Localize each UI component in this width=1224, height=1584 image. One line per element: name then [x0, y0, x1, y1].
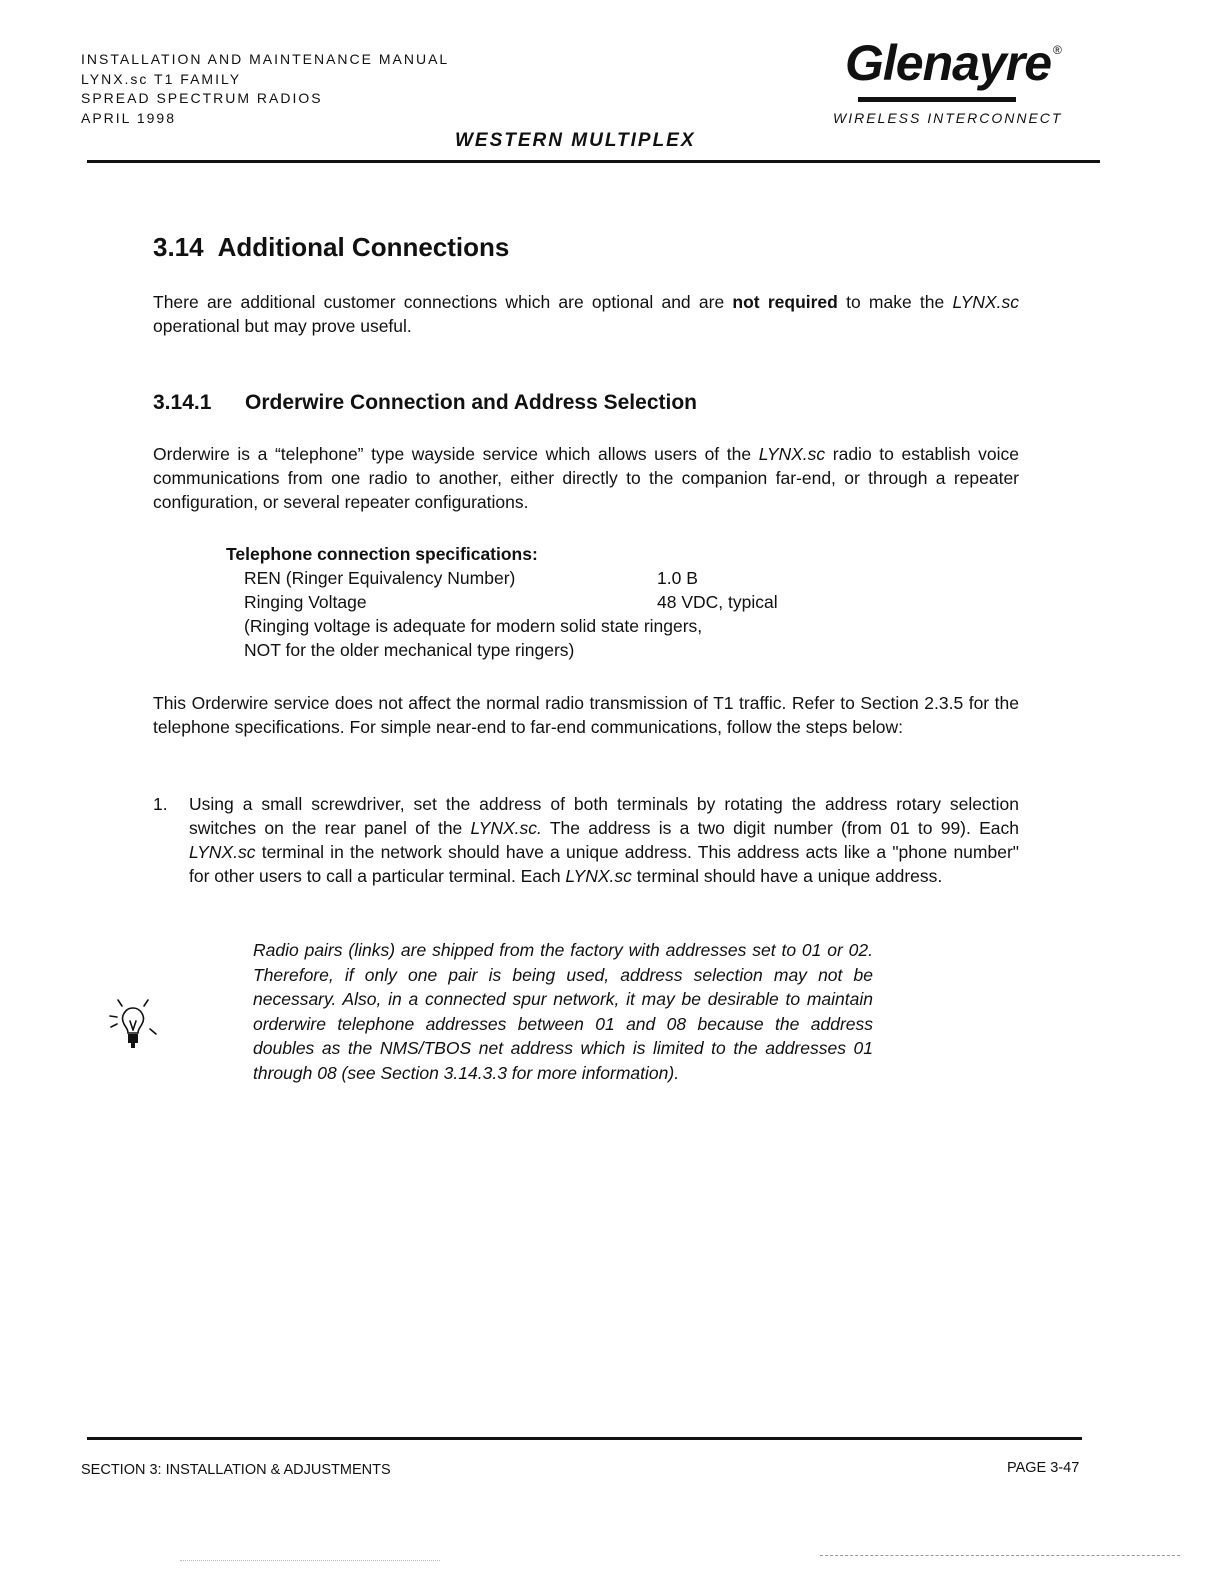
orderwire-text: Orderwire is a “telephone” type wayside service which allows users of the	[153, 444, 759, 464]
document-header-info	[81, 50, 449, 128]
spec-row-ringing-voltage	[226, 590, 778, 614]
logo-underline	[858, 97, 1016, 102]
subsection-title: Orderwire Connection and Address Selection	[245, 391, 697, 414]
section-number: 3.14	[153, 232, 204, 262]
section-heading	[153, 232, 509, 263]
spec-label: REN (Ringer Equivalency Number)	[244, 568, 516, 588]
intro-emphasis: not required	[732, 292, 838, 312]
footer-divider	[87, 1437, 1082, 1440]
step-text-2: The address is a two digit number (from 01 to 99). Each	[541, 818, 1020, 838]
section-title: Additional Connections	[217, 232, 510, 262]
lightbulb-icon	[108, 996, 158, 1052]
orderwire-text-2: radio to establish voice communications from one radio to another, either directly to the companion far-end, or through a repeater configuration, or several repeater configurations.	[153, 444, 1019, 512]
intro-text: There are additional customer connections which are optional and are	[153, 292, 733, 312]
header-divider	[87, 160, 1100, 163]
product-name: LYNX.sc	[952, 292, 1019, 312]
page-number: PAGE 3-47	[1007, 1460, 1080, 1476]
orderwire-description	[153, 442, 1019, 514]
logo-text: Glenayre	[845, 35, 1052, 91]
spec-note-line: (Ringing voltage is adequate for modern solid state ringers,	[244, 616, 703, 636]
publication-date: APRIL 1998	[81, 109, 176, 126]
manual-title: INSTALLATION AND MAINTENANCE MANUAL	[81, 51, 450, 67]
specifications-title: Telephone connection specifications:	[226, 544, 538, 564]
intro-text-2: to make the	[837, 292, 953, 312]
product-name: LYNX.sc	[189, 842, 256, 862]
orderwire-service-paragraph: This Orderwire service does not affect the normal radio transmission of T1 traffic. Refer to Section 2.3.5 for the telephone specifications. For simple near-end to far-end communications, follow the steps below:	[153, 693, 1019, 737]
subsection-number: 3.14.1	[153, 391, 212, 414]
product-name: LYNX.sc.	[470, 818, 542, 838]
subsection-heading	[153, 391, 697, 415]
spec-row-ren	[226, 566, 702, 590]
company-name: WESTERN MULTIPLEX	[455, 130, 696, 151]
logo-tagline: WIRELESS INTERCONNECT	[833, 110, 1063, 126]
spec-label: Ringing Voltage	[244, 592, 367, 612]
product-name: LYNX.sc	[565, 866, 632, 886]
intro-text-3: operational but may prove useful.	[153, 316, 412, 336]
spec-note-line: NOT for the older mechanical type ringers)	[244, 640, 575, 660]
glenayre-logo	[845, 35, 1061, 91]
tip-note: Radio pairs (links) are shipped from the factory with addresses set to 01 or 02. Therefore, if only one pair is being used, address selection may not be necessary. Also, in a connected spur network, it may be desirable to maintain orderwire telephone addresses between 01 and 08 because the address doubles as the NMS/TBOS net address which is limited to the addresses 01 through 08 (see Section 3.14.3.3 for more information).	[253, 940, 873, 1083]
step-address-selection	[189, 792, 1019, 888]
scan-artifact	[180, 1560, 440, 1562]
spec-value: 48 VDC, typical	[657, 592, 778, 612]
telephone-specifications	[226, 542, 778, 662]
product-type: SPREAD SPECTRUM RADIOS	[81, 90, 323, 106]
step-text: Using a small screwdriver, set the address of both terminals by rotating the address rotary selection switches on the rear panel of the	[189, 794, 1019, 838]
product-name: LYNX.sc	[758, 444, 826, 464]
registered-mark: ®	[1053, 43, 1061, 57]
step-text-3: terminal in the network should have a unique address. This address acts like a "phone number" for other users to call a particular terminal. Each	[189, 842, 1019, 886]
step-number: 1.	[153, 794, 168, 814]
footer-section-label: SECTION 3: INSTALLATION & ADJUSTMENTS	[81, 1462, 391, 1478]
step-text-4: terminal should have a unique address.	[631, 866, 943, 886]
product-family: LYNX.sc T1 FAMILY	[81, 70, 242, 87]
scan-artifact	[820, 1555, 1180, 1559]
spec-value: 1.0 B	[657, 568, 698, 588]
section-intro-paragraph	[153, 290, 1019, 338]
